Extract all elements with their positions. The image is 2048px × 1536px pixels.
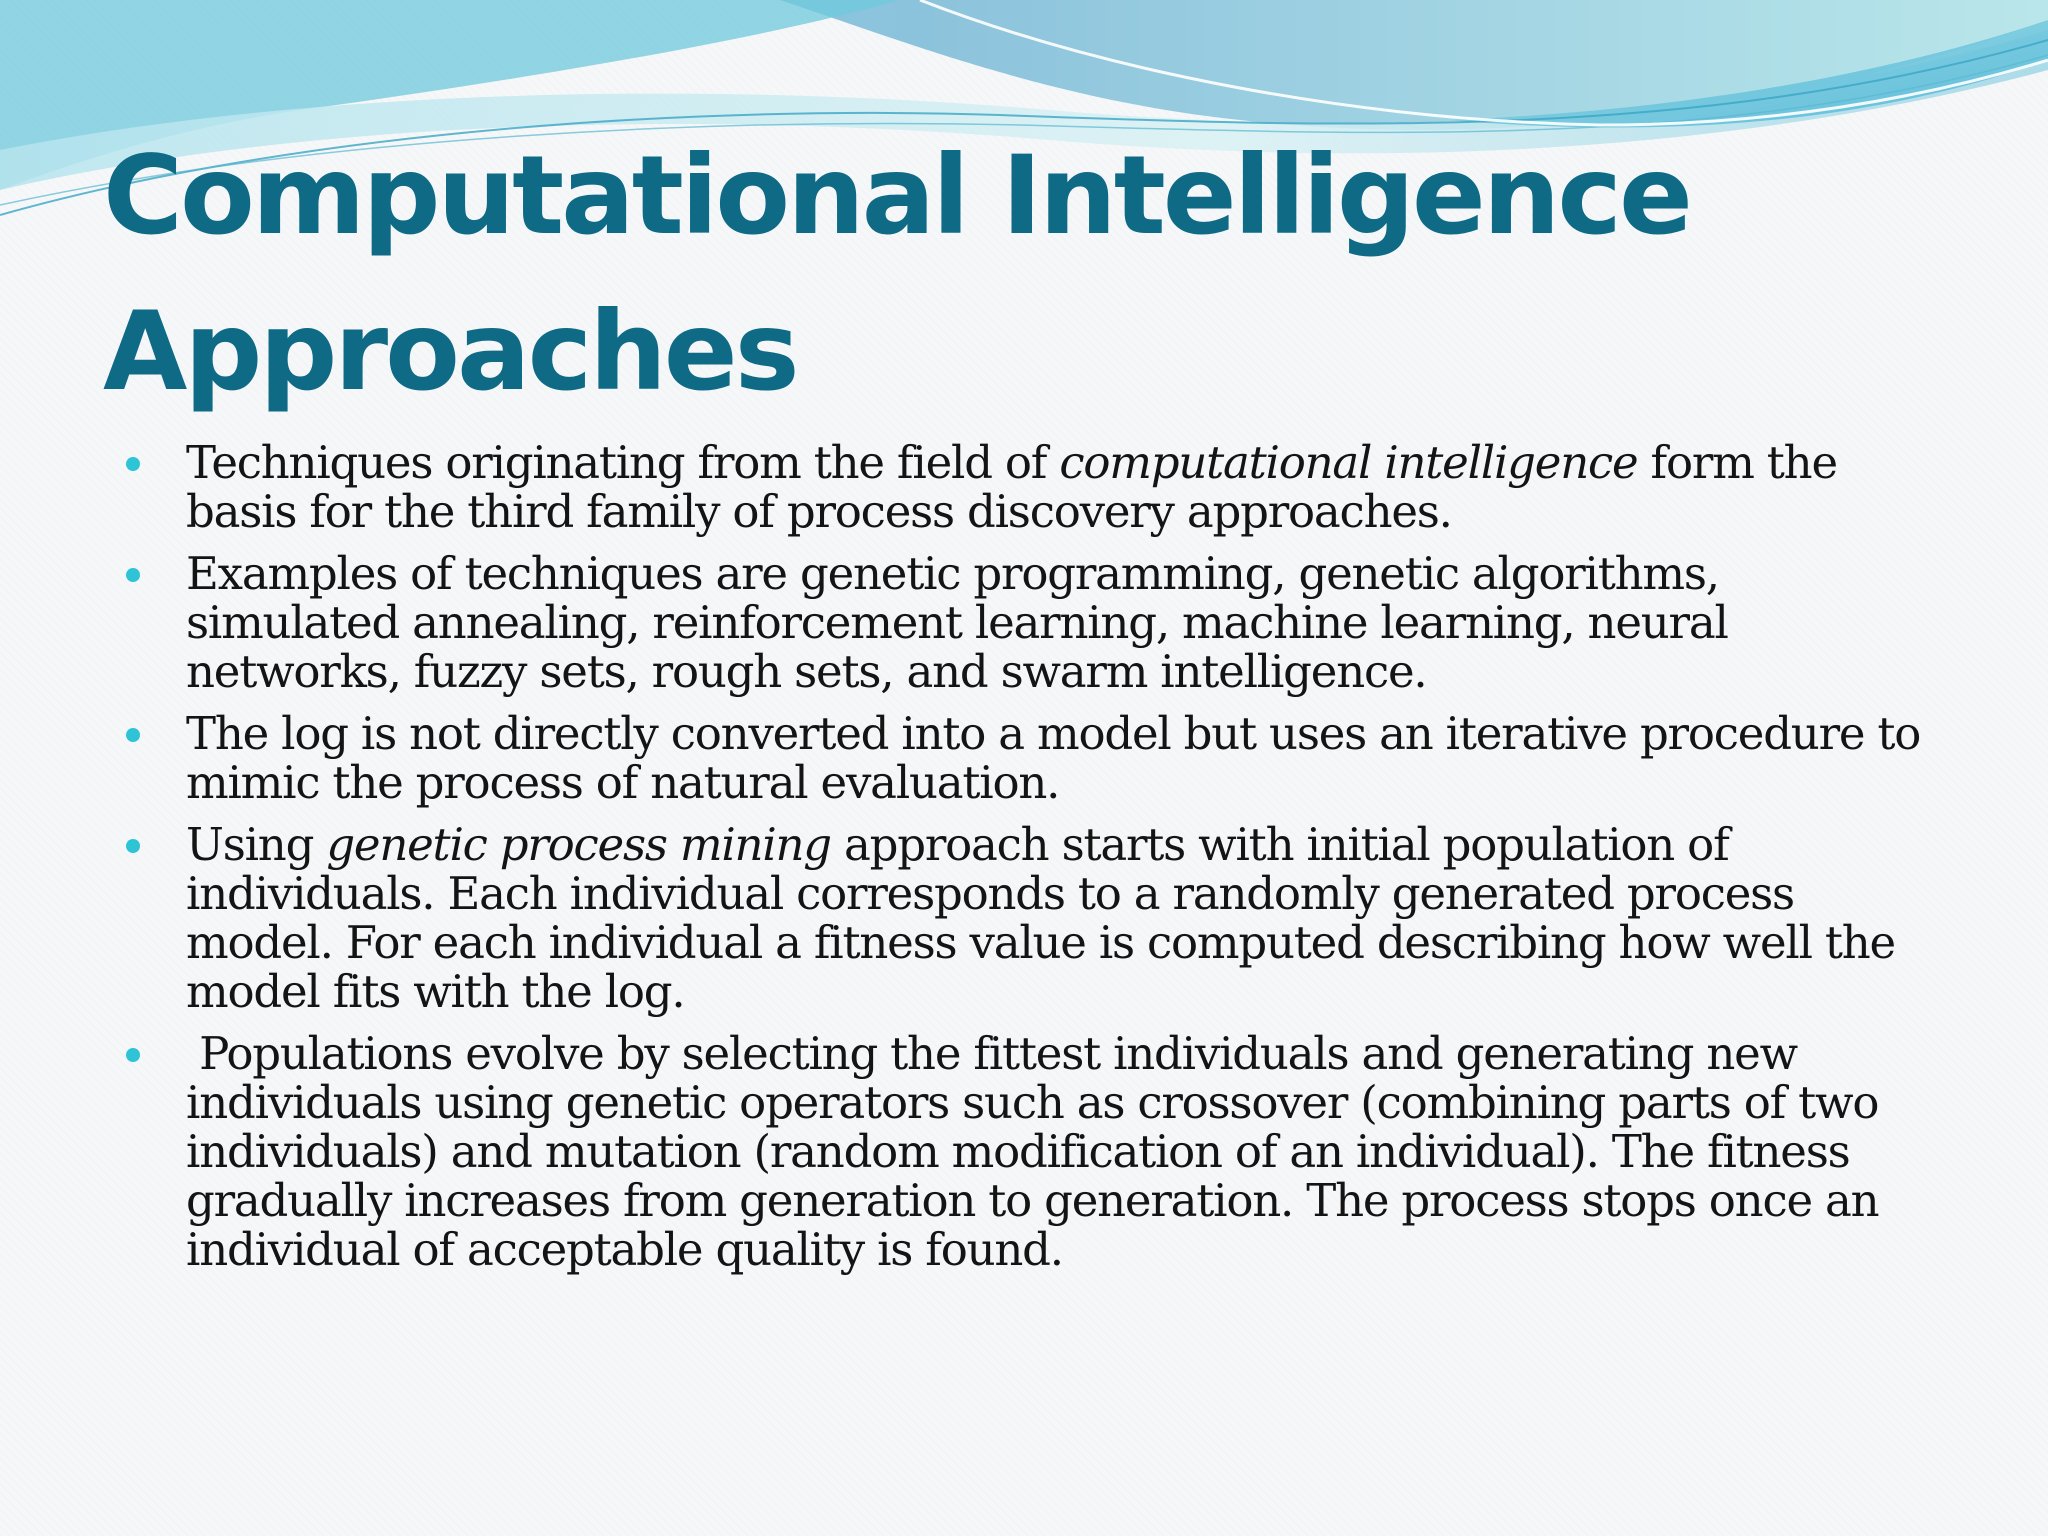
bullet-icon — [126, 568, 140, 582]
slide-title: Computational Intelligence Approaches — [103, 132, 1690, 415]
bullet-item — [126, 1029, 1926, 1274]
bullet-item — [126, 549, 1926, 696]
bullet-text: Examples of techniques are genetic programming, genetic algorithms, simulated annealing, reinforcement learning, machine learning, neural networks, fuzzy sets, rough sets, and swarm intelligence. — [186, 547, 1728, 698]
bullet-item — [126, 820, 1926, 1016]
bullet-text: approach starts with initial population of individuals. Each individual corresponds to a randomly generated process model. For each individual a fitness value is computed describing how well the model fits with the log. — [186, 818, 1895, 1018]
bullet-text: form the basis for the third family of process discovery approaches. — [186, 436, 1837, 538]
bullet-emphasis: genetic process mining — [326, 818, 831, 871]
bullet-item — [126, 709, 1926, 807]
bullet-icon — [126, 1048, 140, 1062]
bullet-icon — [126, 457, 140, 471]
bullet-icon — [126, 839, 140, 853]
bullet-text: Populations evolve by selecting the fittest individuals and generating new individuals using genetic operators such as crossover (combining parts of two individuals) and mutation (random modification of an individual). The fitness gradually increases from generation to generation. The process stops once an individual of acceptable quality is found. — [186, 1027, 1892, 1276]
bullet-text: Techniques originating from the field of — [186, 436, 1060, 489]
bullet-list — [126, 438, 1926, 1287]
bullet-text: The log is not directly converted into a model but uses an iterative procedure to mimic the process of natural evaluation. — [186, 707, 1921, 809]
bullet-icon — [126, 728, 140, 742]
bullet-emphasis: computational intelligence — [1059, 436, 1638, 489]
bullet-item — [126, 438, 1926, 536]
bullet-text: Using — [186, 818, 327, 871]
